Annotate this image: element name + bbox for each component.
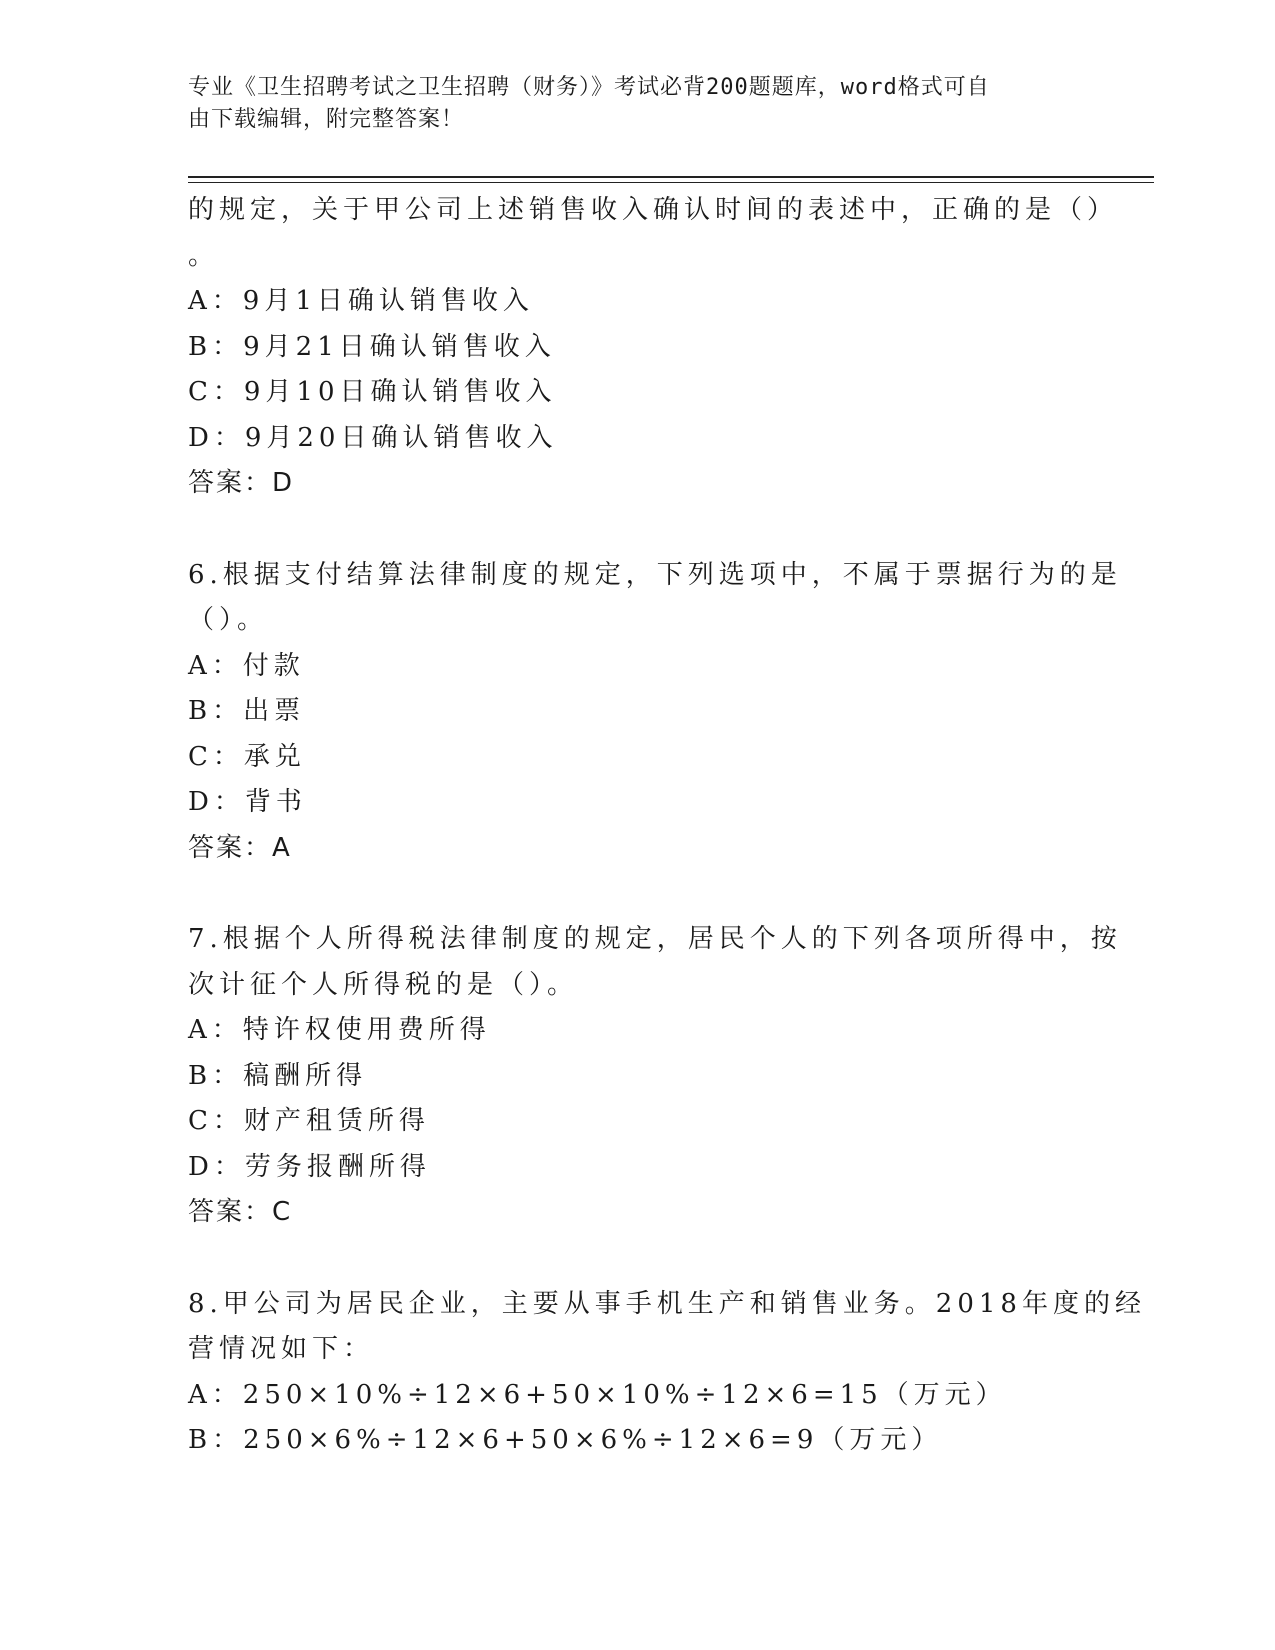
option-d: D：劳务报酬所得 — [188, 1151, 431, 1182]
spacer — [188, 507, 1088, 553]
question-list — [188, 188, 1146, 1464]
option-b: B：出票 — [188, 696, 306, 726]
question-5 — [188, 188, 1119, 507]
option-b: B：稿酬所得 — [188, 1060, 368, 1091]
option-d: D：背书 — [188, 787, 307, 817]
question-stem: 营情况如下： — [188, 1334, 375, 1364]
question-stem: 8.甲公司为居民企业，主要从事手机生产和销售业务。2018年度的经 — [188, 1288, 1146, 1319]
header-line-1: 专业《卫生招聘考试之卫生招聘（财务）》考试必背200题题库，word格式可自 — [188, 75, 990, 100]
option-a: A：特许权使用费所得 — [188, 1015, 491, 1045]
option-a: A：付款 — [188, 650, 305, 681]
question-6 — [188, 553, 1122, 872]
header-line-2: 由下载编辑，附完整答案！ — [188, 107, 465, 132]
question-stem: 次计征个人所得税的是（）。 — [188, 969, 579, 1000]
question-stem: 。 — [188, 240, 220, 271]
option-a: A：250×10%÷12×6+50×10%÷12×6=15（万元） — [188, 1379, 1007, 1410]
question-stem: 的规定，关于甲公司上述销售收入确认时间的表述中，正确的是（） — [188, 195, 1119, 225]
option-c: C：承兑 — [188, 741, 306, 772]
answer: 答案：A — [188, 832, 292, 863]
header-divider-thin — [188, 182, 1154, 183]
option-c: C：9月10日确认销售收入 — [188, 377, 557, 407]
spacer — [188, 871, 1088, 917]
answer: 答案：D — [188, 468, 295, 498]
option-c: C：财产租赁所得 — [188, 1106, 430, 1136]
question-8 — [188, 1282, 1146, 1464]
spacer — [188, 1236, 1088, 1282]
question-stem: 7.根据个人所得税法律制度的规定，居民个人的下列各项所得中，按 — [188, 924, 1122, 954]
option-a: A：9月1日确认销售收入 — [188, 286, 534, 316]
answer: 答案：C — [188, 1197, 293, 1227]
option-b: B：250×6%÷12×6+50×6%÷12×6=9（万元） — [188, 1425, 943, 1455]
option-b: B：9月21日确认销售收入 — [188, 331, 556, 362]
question-stem: （）。 — [188, 605, 269, 635]
question-stem: 6.根据支付结算法律制度的规定，下列选项中，不属于票据行为的是 — [188, 559, 1122, 590]
question-7 — [188, 917, 1122, 1236]
page-header — [188, 72, 1068, 136]
option-d: D：9月20日确认销售收入 — [188, 422, 558, 453]
header-divider-thick — [188, 176, 1154, 178]
